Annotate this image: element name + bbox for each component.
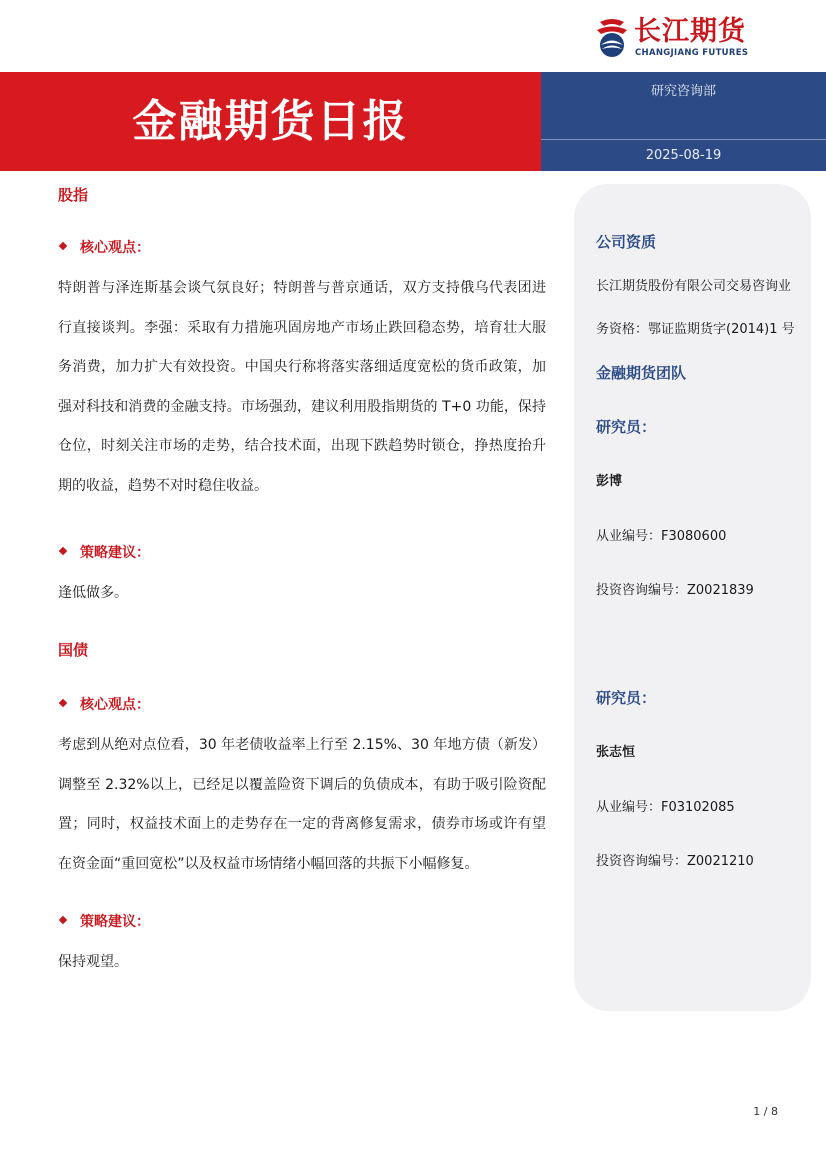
qualification-line-1: 长江期货股份有限公司交易咨询业 [596, 279, 792, 294]
section-title-treasury: 国债 [58, 641, 89, 659]
researcher-license: 从业编号：F3080600 [596, 529, 727, 544]
core-view-heading: 核心观点： [60, 694, 150, 714]
researcher-consult-id: 投资咨询编号：Z0021210 [596, 854, 754, 869]
logo-emblem-icon [592, 14, 632, 60]
section-title-stock-index: 股指 [58, 186, 89, 204]
diamond-bullet-icon [59, 699, 67, 707]
logo-cn-text: 长江期货 [634, 16, 746, 47]
diamond-bullet-icon [59, 242, 67, 250]
qualification-line-2: 务资格：鄂证监期货字(2014)1 号 [596, 322, 795, 337]
strategy-heading: 策略建议： [60, 542, 150, 562]
team-title: 金融期货团队 [596, 364, 687, 382]
logo-en-text: CHANGJIANG FUTURES [635, 48, 749, 58]
department-label: 研究咨询部 [650, 84, 716, 99]
researcher-consult-id: 投资咨询编号：Z0021839 [596, 583, 754, 598]
diamond-bullet-icon [59, 916, 67, 924]
core-view-paragraph: 特朗普与泽连斯基会谈气氛良好；特朗普与普京通话，双方支持俄乌代表团进行直接谈判。李强：采取有力措施巩固房地产市场止跌回稳态势，培育壮大服务消费，加力扩大有效投资。中国央行称将落实落细适度宽松的货币政策，加强对科技和消费的金融支持。市场强劲，建议利用股指期货的 T+0 功能，保持仓位，时刻关注市场的走势，结合技术面，出现下跌趋势时锁仓，挣热度抬升期的收益，趋势不对时稳住收益。 [58, 280, 546, 494]
qualification-title: 公司资质 [596, 233, 657, 251]
researcher-label: 研究员： [596, 689, 657, 707]
researcher-name: 张志恒 [596, 745, 636, 760]
strategy-heading: 策略建议： [60, 911, 150, 931]
report-date: 2025-08-19 [645, 148, 722, 163]
researcher-name: 彭博 [596, 474, 623, 489]
strategy-paragraph: 逢低做多。 [58, 585, 128, 601]
banner-divider [541, 139, 826, 140]
researcher-label: 研究员： [596, 418, 657, 436]
company-logo [592, 14, 772, 60]
core-view-heading: 核心观点： [60, 237, 150, 257]
page-number: 1 / 8 [753, 1105, 778, 1118]
researcher-license: 从业编号：F03102085 [596, 800, 735, 815]
diamond-bullet-icon [59, 547, 67, 555]
report-title: 金融期货日报 [132, 96, 409, 147]
core-view-paragraph: 考虑到从绝对点位看，30 年老债收益率上行至 2.15%、30 年地方债（新发）调整至 2.32%以上，已经足以覆盖险资下调后的负债成本，有助于吸引险资配置；同时，权益技术面上的走势存在一定的背离修复需求，债券市场或许有望在资金面“重回宽松”以及权益市场情绪小幅回落的共振下小幅修复。 [58, 737, 546, 872]
strategy-paragraph: 保持观望。 [58, 954, 128, 970]
